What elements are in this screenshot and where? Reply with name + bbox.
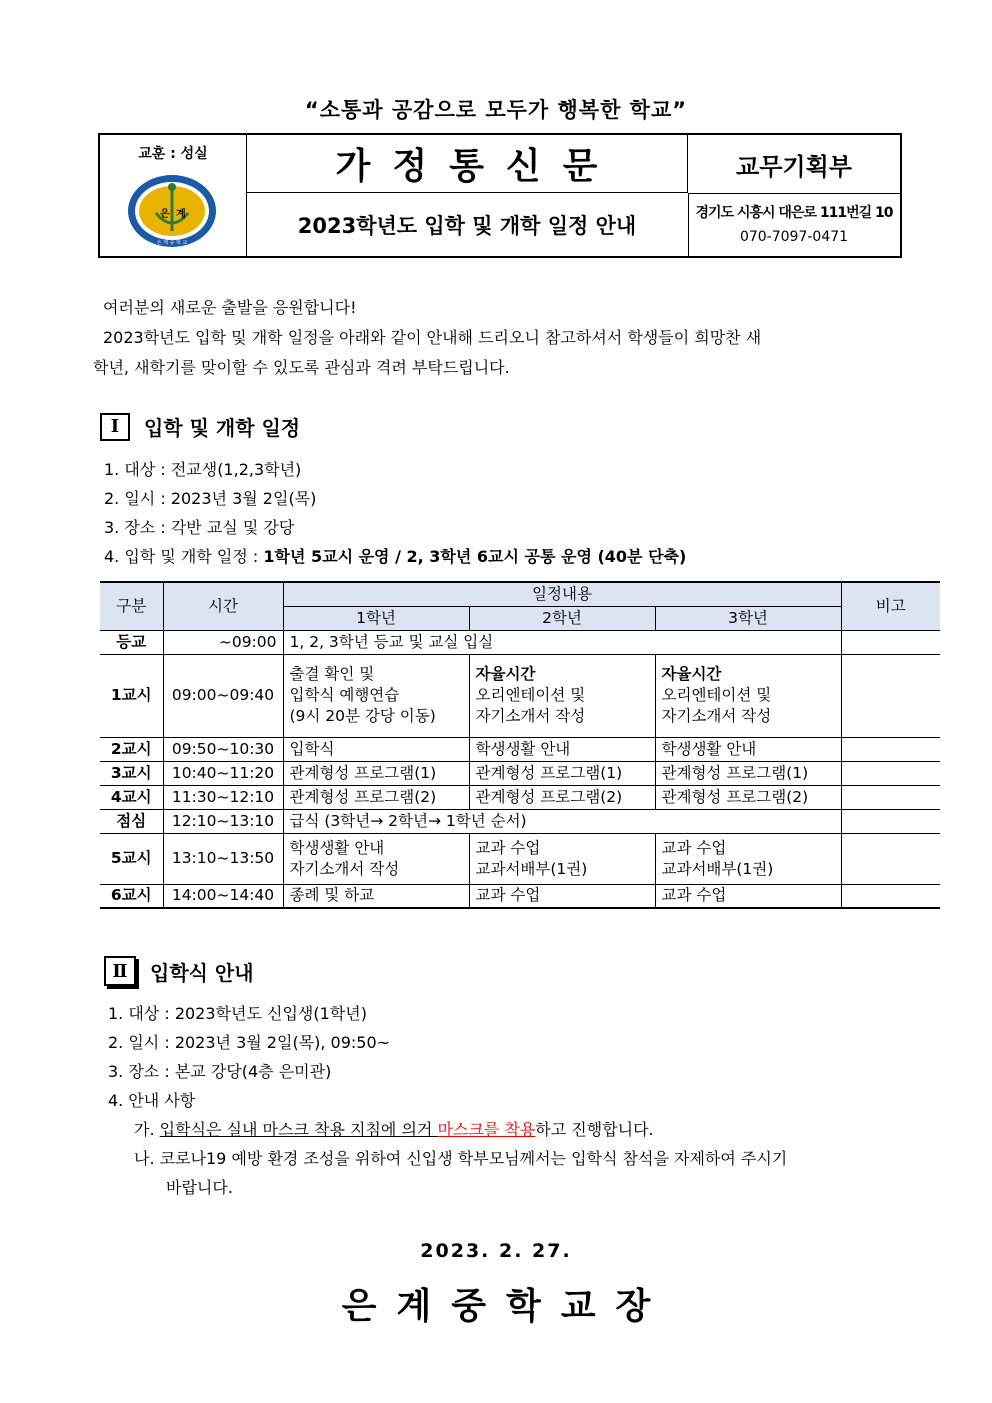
list-item: 1. 대상 : 2023학년도 신입생(1학년) [108,1004,367,1023]
cell-grade-2 [469,833,655,884]
school-phone: 070-7097-0471 [739,228,849,245]
cell-grade-3: 관계형성 프로그램(2) [655,785,841,809]
row-note [841,737,940,761]
section-number: Ⅰ [100,413,130,441]
row-label: 6교시 [100,884,163,908]
row-time: 12:10~13:10 [163,809,283,833]
header-grade-3: 3학년 [655,606,841,630]
section-number: Ⅱ [104,956,136,986]
cell-grade-3: 관계형성 프로그램(1) [655,761,841,785]
department-name: 교무기획부 [688,135,900,194]
row-time: 09:50~10:30 [163,737,283,761]
row-note [841,654,940,737]
header-note: 비고 [841,582,940,630]
row-label: 5교시 [100,833,163,884]
row-time: 11:30~12:10 [163,785,283,809]
cell-line: 오리엔테이션 및 [475,686,586,704]
section-2-list [108,999,787,1202]
cell-grade-2: 교과 수업 [469,884,655,908]
svg-text:계: 계 [176,209,186,220]
cell-grade-1: 관계형성 프로그램(1) [283,761,469,785]
sub-item-underlined: 입학식은 실내 마스크 착용 지침에 의거 [159,1120,438,1139]
row-note [841,761,940,785]
cell-line: 교과서배부(1권) [475,859,588,878]
header-content: 일정내용 [283,582,841,606]
school-address: 경기도 시흥시 대은로 111번길 10 [695,204,893,221]
section-1-list [104,455,686,571]
row-label: 3교시 [100,761,163,785]
cell-grade-3: 학생생활 안내 [655,737,841,761]
list-item: 1. 대상 : 전교생(1,2,3학년) [104,460,302,479]
list-item: 2. 일시 : 2023년 3월 2일(목) [104,489,317,508]
header-gubun: 구분 [100,582,163,630]
table-row [100,785,940,809]
cell-grade-1 [283,833,469,884]
row-note [841,809,940,833]
intro-paragraph [93,293,903,383]
cell-line: 교과 수업 [475,838,541,857]
principal-signature: 은계중학교장 [341,1286,671,1327]
row-note [841,833,940,884]
cell-line: (9시 20분 강당 이동) [289,707,436,725]
cell-grade-2 [469,654,655,737]
sub-item-rest: 하고 진행합니다. [535,1120,654,1139]
row-label: 등교 [100,630,163,654]
intro-line: 여러분의 새로운 출발을 응원합니다! [103,298,357,317]
table-row [100,884,940,908]
cell-line: 출결 확인 및 [289,665,375,683]
cell-grade-1: 관계형성 프로그램(2) [283,785,469,809]
cell-grade-3: 교과 수업 [655,884,841,908]
cell-grade-1: 입학식 [283,737,469,761]
cell-line: 자기소개서 작성 [475,707,586,725]
table-row [100,761,940,785]
row-note [841,884,940,908]
row-label: 2교시 [100,737,163,761]
list-item: 2. 일시 : 2023년 3월 2일(목), 09:50~ [108,1033,391,1052]
cell-grade-2: 학생생활 안내 [469,737,655,761]
sub-item-red-emphasis: 마스크를 착용 [437,1120,536,1139]
cell-grade-2: 관계형성 프로그램(2) [469,785,655,809]
list-item: 3. 장소 : 본교 강당(4층 은미관) [108,1062,332,1081]
header-logo-cell [100,135,247,256]
list-item [104,542,686,571]
sub-item-a [108,1115,787,1144]
row-note [841,630,940,654]
table-row [100,809,940,833]
row-merged-content: 급식 (3학년→ 2학년→ 1학년 순서) [283,809,841,833]
sub-item-b: 나. 코로나19 예방 환경 조성을 위하여 신입생 학부모님께서는 입학식 참석을 자제하여 주시기 [134,1149,788,1168]
newsletter-subtitle: 2023학년도 입학 및 개학 일정 안내 [246,193,689,256]
table-row [100,654,940,737]
logo-ring-text: 은 계 중 학 교 [156,240,188,246]
cell-line-bold: 자율시간 [475,665,536,683]
row-time: 10:40~11:20 [163,761,283,785]
section-title: 입학 및 개학 일정 [144,416,301,440]
newsletter-header [98,133,902,258]
cell-line-bold: 자율시간 [661,665,722,683]
table-row [100,833,940,884]
contact-cell [688,193,900,256]
cell-line: 자기소개서 작성 [661,707,772,725]
list-item-prefix: 4. 입학 및 개학 일정 : [104,547,264,566]
cell-line: 오리엔테이션 및 [661,686,772,704]
schedule-table [100,581,940,909]
row-merged-content: 1, 2, 3학년 등교 및 교실 입실 [283,630,841,654]
sub-item-prefix: 가. [134,1120,160,1139]
header-grade-1: 1학년 [283,606,469,630]
header-time: 시간 [163,582,283,630]
section-2-heading [104,956,254,986]
cell-grade-1 [283,654,469,737]
row-label: 1교시 [100,654,163,737]
row-time: ~09:00 [163,630,283,654]
row-time: 09:00~09:40 [163,654,283,737]
cell-line: 교과 수업 [661,838,727,857]
header-grade-2: 2학년 [469,606,655,630]
row-time: 13:10~13:50 [163,833,283,884]
cell-grade-3 [655,654,841,737]
row-label: 점심 [100,809,163,833]
cell-grade-1: 종례 및 하교 [283,884,469,908]
cell-grade-3 [655,833,841,884]
list-item-emphasis: 1학년 5교시 운영 / 2, 3학년 6교시 공통 운영 (40분 단축) [263,547,687,566]
newsletter-title: 가정통신문 [246,135,688,193]
school-motto-banner: “소통과 공감으로 모두가 행복한 학교” [304,98,688,122]
issue-date: 2023. 2. 27. [420,1240,572,1262]
section-1-heading [100,412,300,441]
list-item: 3. 장소 : 각반 교실 및 강당 [104,518,295,537]
school-creed: 교훈 : 성실 [138,146,208,162]
school-logo-icon [126,173,218,249]
table-row [100,630,940,654]
list-item: 4. 안내 사항 [108,1091,196,1110]
intro-line: 2023학년도 입학 및 개학 일정을 아래와 같이 안내해 드리오니 참고하셔서 학생들이 희망찬 새 [103,328,762,347]
cell-line: 교과서배부(1권) [661,859,774,878]
table-row [100,737,940,761]
section-title: 입학식 안내 [150,960,254,985]
row-note [841,785,940,809]
sub-item-b-cont: 바랍니다. [166,1178,233,1197]
cell-line: 자기소개서 작성 [289,859,400,878]
row-label: 4교시 [100,785,163,809]
intro-line: 학년, 새학기를 맞이할 수 있도록 관심과 격려 부탁드립니다. [93,358,510,377]
svg-text:은: 은 [160,209,170,220]
cell-grade-2: 관계형성 프로그램(1) [469,761,655,785]
row-time: 14:00~14:40 [163,884,283,908]
cell-line: 학생생활 안내 [289,838,385,857]
cell-line: 입학식 예행연습 [289,686,400,704]
